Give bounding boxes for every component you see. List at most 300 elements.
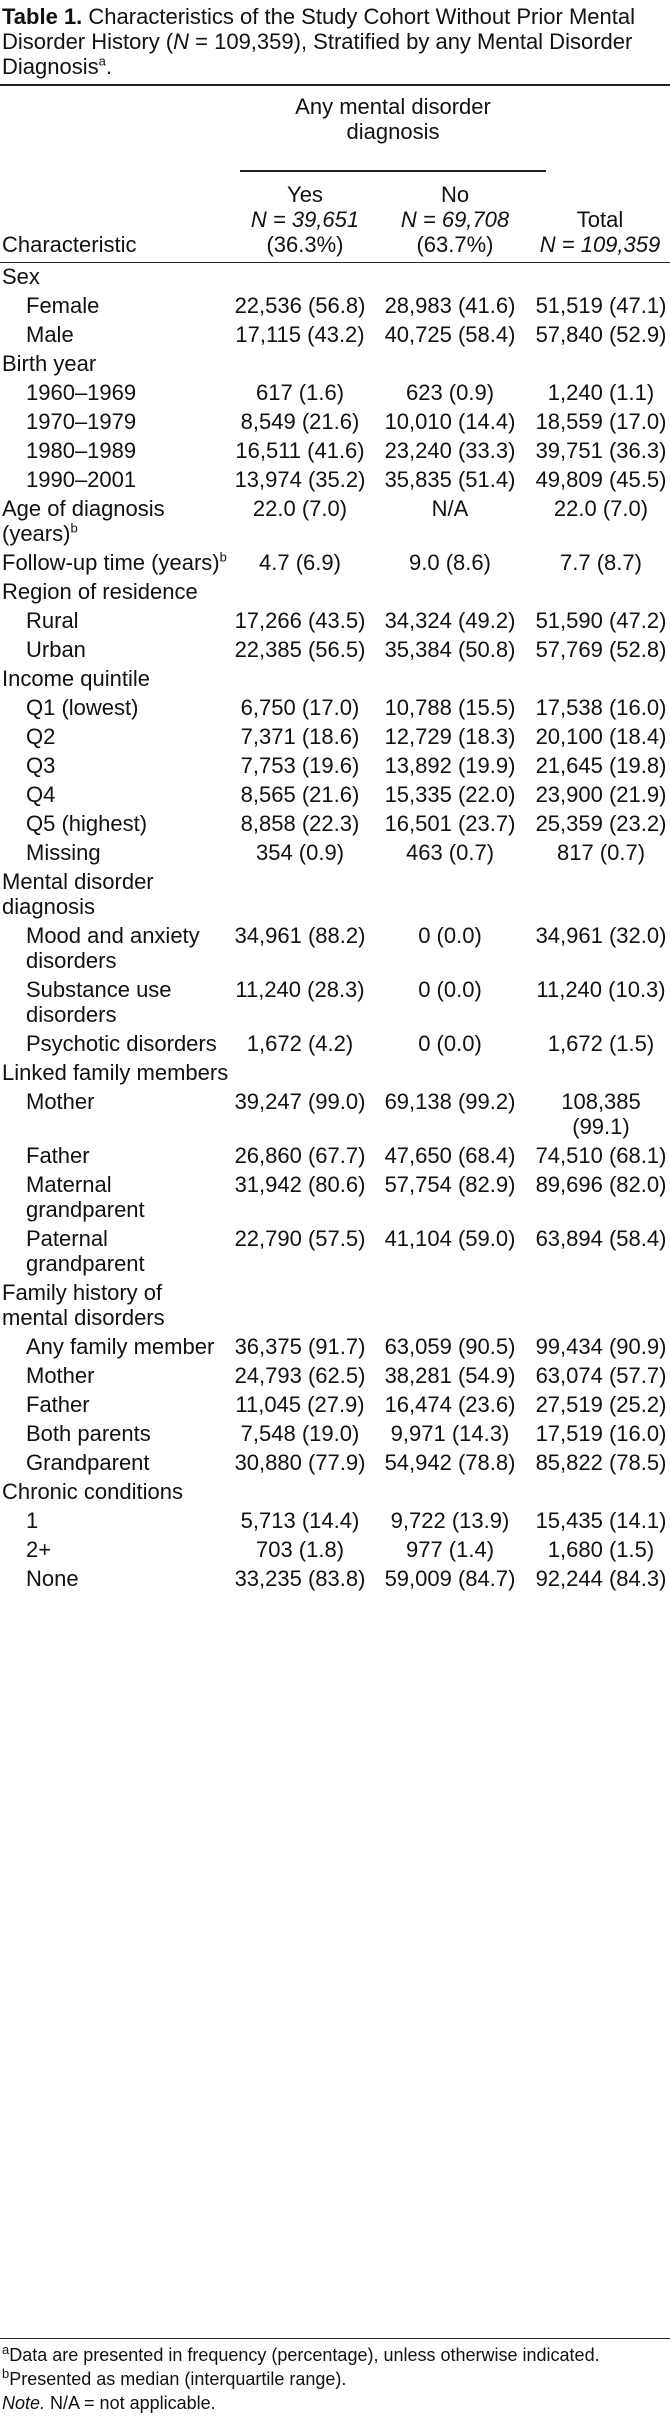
total-n: N = 109,359 bbox=[539, 232, 661, 257]
cell-text: Any family member bbox=[26, 1334, 215, 1359]
cell-no bbox=[380, 496, 520, 521]
cell-text: Linked family members bbox=[2, 1060, 229, 1085]
cell-text: 11,240 (10.3) bbox=[536, 977, 666, 1002]
cell-text: 39,751 (36.3) bbox=[535, 438, 667, 463]
row-label bbox=[26, 1031, 226, 1056]
note-text: N/A = not applicable. bbox=[45, 2393, 216, 2413]
row-label bbox=[26, 293, 226, 318]
no-pct: (63.7%) bbox=[416, 232, 494, 257]
cell-text: 17,519 (16.0) bbox=[535, 1421, 667, 1446]
cell-text: 817 (0.7) bbox=[556, 840, 646, 865]
cell-text: 9,971 (14.3) bbox=[390, 1421, 510, 1446]
cell-text: Age of diagnosis (years) bbox=[2, 496, 165, 546]
cell-text: 623 (0.9) bbox=[405, 380, 495, 405]
cell-text: 34,961 (32.0) bbox=[535, 923, 667, 948]
row-label bbox=[26, 724, 226, 749]
cell-text: Sex bbox=[2, 264, 40, 289]
row-label bbox=[26, 1089, 226, 1114]
cell-total bbox=[532, 1031, 670, 1056]
section-row bbox=[0, 1060, 670, 1089]
cell-no bbox=[380, 1172, 520, 1197]
cell-yes bbox=[230, 1143, 370, 1168]
row-label bbox=[26, 1226, 226, 1276]
section-row bbox=[0, 869, 670, 923]
cell-text: 36,375 (91.7) bbox=[234, 1334, 366, 1359]
cell-text: 7,548 (19.0) bbox=[240, 1421, 360, 1446]
cell-text: Follow-up time (years) bbox=[2, 550, 220, 575]
cell-text: 18,559 (17.0) bbox=[535, 409, 667, 434]
cell-no bbox=[380, 550, 520, 575]
cell-yes bbox=[230, 1089, 370, 1114]
section-row bbox=[0, 351, 670, 380]
top-rule bbox=[0, 84, 670, 86]
cell-text: 85,822 (78.5) bbox=[535, 1450, 667, 1475]
table-row bbox=[0, 1363, 670, 1392]
cell-text: 8,565 (21.6) bbox=[240, 782, 360, 807]
cell-yes bbox=[230, 1334, 370, 1359]
cell-text: 63,894 (58.4) bbox=[535, 1226, 667, 1251]
no-n: N = 69,708 bbox=[400, 207, 510, 232]
cell-text: 15,335 (22.0) bbox=[384, 782, 516, 807]
cell-text: 6,750 (17.0) bbox=[240, 695, 360, 720]
cell-total bbox=[532, 724, 670, 749]
cell-yes bbox=[230, 380, 370, 405]
cell-text: N/A bbox=[431, 496, 469, 521]
caption-text-2: = 109,359), Stratified by any Mental Disorder Diagnosis bbox=[2, 29, 633, 79]
cell-total bbox=[532, 923, 670, 948]
note-label: Note. bbox=[2, 2393, 46, 2413]
table-row bbox=[0, 293, 670, 322]
cell-text: 16,501 (23.7) bbox=[384, 811, 516, 836]
cell-yes bbox=[230, 1537, 370, 1562]
row-label bbox=[26, 811, 226, 836]
table-row bbox=[0, 608, 670, 637]
cell-text: 27,519 (25.2) bbox=[535, 1392, 667, 1417]
cell-total bbox=[532, 1334, 670, 1359]
table-row bbox=[0, 467, 670, 496]
cell-text: None bbox=[26, 1566, 79, 1591]
cell-text: 9,722 (13.9) bbox=[390, 1508, 510, 1533]
cell-total bbox=[532, 782, 670, 807]
cell-no bbox=[380, 1450, 520, 1475]
cell-text: Birth year bbox=[2, 351, 97, 376]
table-row bbox=[0, 724, 670, 753]
cell-no bbox=[380, 467, 520, 492]
cell-text: Mother bbox=[26, 1089, 95, 1114]
cell-yes bbox=[230, 409, 370, 434]
row-label bbox=[26, 1392, 226, 1417]
cell-no bbox=[380, 977, 520, 1002]
row-label bbox=[2, 550, 230, 575]
cell-text: 17,538 (16.0) bbox=[535, 695, 667, 720]
cell-yes bbox=[230, 977, 370, 1002]
cell-text: 703 (1.8) bbox=[255, 1537, 345, 1562]
cell-yes bbox=[230, 1392, 370, 1417]
header-rule bbox=[0, 262, 670, 263]
row-label bbox=[2, 666, 230, 691]
table-row bbox=[0, 1172, 670, 1226]
cell-text: 15,435 (14.1) bbox=[535, 1508, 667, 1533]
row-label bbox=[26, 637, 226, 662]
row-label bbox=[26, 1566, 226, 1591]
cell-no bbox=[380, 608, 520, 633]
cell-text: 41,104 (59.0) bbox=[384, 1226, 516, 1251]
cell-text: 1,240 (1.1) bbox=[547, 380, 655, 405]
row-label bbox=[26, 1172, 226, 1222]
total-label: Total bbox=[576, 207, 624, 232]
caption-text-1: Characteristics of the Study Cohort Without Prior Mental Disorder History ( bbox=[2, 4, 635, 54]
cell-total bbox=[532, 695, 670, 720]
cell-text: 34,961 (88.2) bbox=[234, 923, 366, 948]
row-label bbox=[2, 496, 230, 546]
cell-text: 26,860 (67.7) bbox=[234, 1143, 366, 1168]
table-row bbox=[0, 1334, 670, 1363]
cell-text: 4.7 (6.9) bbox=[259, 550, 341, 575]
cell-text: 1990–2001 bbox=[26, 467, 137, 492]
row-label bbox=[26, 1363, 226, 1388]
cell-text: Family history of mental disorders bbox=[2, 1280, 165, 1330]
footnote-b-text: Presented as median (interquartile range). bbox=[9, 2369, 347, 2389]
cell-text: Missing bbox=[26, 840, 101, 865]
cell-text: 31,942 (80.6) bbox=[234, 1172, 366, 1197]
cell-text: 977 (1.4) bbox=[405, 1537, 495, 1562]
table-body bbox=[0, 264, 670, 1595]
cell-yes bbox=[230, 438, 370, 463]
cell-yes bbox=[230, 811, 370, 836]
cell-yes bbox=[230, 923, 370, 948]
cell-no bbox=[380, 438, 520, 463]
cell-total bbox=[532, 1226, 670, 1251]
cell-text: 30,880 (77.9) bbox=[234, 1450, 366, 1475]
table-caption bbox=[2, 4, 666, 79]
cell-no bbox=[380, 1334, 520, 1359]
cell-yes bbox=[230, 293, 370, 318]
cell-text: 35,384 (50.8) bbox=[384, 637, 516, 662]
cell-text: 5,713 (14.4) bbox=[240, 1508, 360, 1533]
no-label: No bbox=[440, 182, 470, 207]
cell-text: 11,045 (27.9) bbox=[235, 1392, 365, 1417]
cell-no bbox=[380, 782, 520, 807]
cell-text: 0 (0.0) bbox=[418, 1031, 482, 1056]
cell-text: 22,536 (56.8) bbox=[234, 293, 366, 318]
cell-text: 617 (1.6) bbox=[255, 380, 345, 405]
table-row bbox=[0, 840, 670, 869]
cell-yes bbox=[230, 496, 370, 521]
cell-yes bbox=[230, 753, 370, 778]
yes-pct: (36.3%) bbox=[266, 232, 344, 257]
row-label bbox=[26, 1508, 226, 1533]
cell-text: Income quintile bbox=[2, 666, 150, 691]
section-row bbox=[0, 1479, 670, 1508]
cell-yes bbox=[230, 1363, 370, 1388]
cell-no bbox=[380, 1566, 520, 1591]
cell-text: Mother bbox=[26, 1363, 95, 1388]
no-header bbox=[380, 182, 530, 257]
cell-text: Q2 bbox=[26, 724, 56, 749]
cell-no bbox=[380, 1392, 520, 1417]
yes-header bbox=[230, 182, 380, 257]
footnotes bbox=[2, 2343, 668, 2415]
cell-yes bbox=[230, 1031, 370, 1056]
cell-text: 57,840 (52.9) bbox=[535, 322, 667, 347]
cell-text: 1960–1969 bbox=[26, 380, 137, 405]
row-label bbox=[26, 1421, 226, 1446]
table-row bbox=[0, 1508, 670, 1537]
row-label bbox=[26, 1450, 226, 1475]
cell-text: 28,983 (41.6) bbox=[384, 293, 516, 318]
cell-text: Q1 (lowest) bbox=[26, 695, 139, 720]
cell-text: 47,650 (68.4) bbox=[384, 1143, 516, 1168]
cell-no bbox=[380, 380, 520, 405]
table-row bbox=[0, 977, 670, 1031]
cell-total bbox=[532, 1089, 670, 1139]
cell-text: 24,793 (62.5) bbox=[234, 1363, 366, 1388]
cell-text: 34,324 (49.2) bbox=[384, 608, 516, 633]
footnote-a-mark: a bbox=[2, 2342, 10, 2357]
cell-no bbox=[380, 1089, 520, 1114]
cell-text: 40,725 (58.4) bbox=[384, 322, 516, 347]
cell-total bbox=[532, 293, 670, 318]
cell-text: 92,244 (84.3) bbox=[535, 1566, 667, 1591]
table-row bbox=[0, 1392, 670, 1421]
table-row bbox=[0, 1226, 670, 1280]
cell-text: 21,645 (19.8) bbox=[535, 753, 667, 778]
table-row bbox=[0, 923, 670, 977]
cell-text: 51,590 (47.2) bbox=[535, 608, 667, 633]
cell-total bbox=[532, 1508, 670, 1533]
row-label bbox=[26, 1143, 226, 1168]
cell-text: 57,754 (82.9) bbox=[384, 1172, 516, 1197]
cell-text: 54,942 (78.8) bbox=[384, 1450, 516, 1475]
row-label bbox=[2, 1060, 230, 1085]
cell-total bbox=[532, 438, 670, 463]
cell-text: Chronic conditions bbox=[2, 1479, 183, 1504]
cell-text: Female bbox=[26, 293, 100, 318]
cell-total bbox=[532, 1537, 670, 1562]
row-label bbox=[26, 1334, 226, 1359]
cell-text: 22,790 (57.5) bbox=[234, 1226, 366, 1251]
cell-text: 1,672 (1.5) bbox=[547, 1031, 655, 1056]
cell-total bbox=[532, 467, 670, 492]
cell-total bbox=[532, 409, 670, 434]
cell-total bbox=[532, 496, 670, 521]
cell-yes bbox=[230, 724, 370, 749]
cell-total bbox=[532, 550, 670, 575]
cell-no bbox=[380, 637, 520, 662]
cell-no bbox=[380, 724, 520, 749]
cell-no bbox=[380, 1031, 520, 1056]
cell-total bbox=[532, 637, 670, 662]
cell-text: Father bbox=[26, 1392, 90, 1417]
row-label bbox=[2, 264, 230, 289]
cell-text: 49,809 (45.5) bbox=[535, 467, 667, 492]
cell-text: 33,235 (83.8) bbox=[234, 1566, 366, 1591]
row-label bbox=[26, 977, 226, 1027]
cell-text: 74,510 (68.1) bbox=[535, 1143, 667, 1168]
cell-no bbox=[380, 840, 520, 865]
section-row bbox=[0, 496, 670, 550]
cell-yes bbox=[230, 1450, 370, 1475]
cell-text: Q4 bbox=[26, 782, 56, 807]
footnote-b-mark: b bbox=[2, 2366, 10, 2381]
cell-no bbox=[380, 322, 520, 347]
cell-total bbox=[532, 1143, 670, 1168]
cell-text: Urban bbox=[26, 637, 86, 662]
caption-end: . bbox=[105, 54, 112, 79]
cell-text: 99,434 (90.9) bbox=[535, 1334, 667, 1359]
cell-text: Both parents bbox=[26, 1421, 151, 1446]
footnote-mark: b bbox=[70, 520, 78, 536]
characteristic-header: Characteristic bbox=[2, 232, 137, 257]
section-row bbox=[0, 1280, 670, 1334]
cell-no bbox=[380, 923, 520, 948]
table-row bbox=[0, 1421, 670, 1450]
row-label bbox=[26, 695, 226, 720]
cell-yes bbox=[230, 840, 370, 865]
cell-text: 1 bbox=[26, 1508, 39, 1533]
cell-text: 8,549 (21.6) bbox=[240, 409, 360, 434]
footnote-mark: b bbox=[219, 549, 227, 565]
cell-text: Q3 bbox=[26, 753, 56, 778]
cell-text: 38,281 (54.9) bbox=[384, 1363, 516, 1388]
table-row bbox=[0, 1143, 670, 1172]
table-row bbox=[0, 753, 670, 782]
cell-text: 59,009 (84.7) bbox=[384, 1566, 516, 1591]
cell-no bbox=[380, 1363, 520, 1388]
cell-total bbox=[532, 1172, 670, 1197]
cell-yes bbox=[230, 1566, 370, 1591]
row-label bbox=[26, 608, 226, 633]
cell-text: 22,385 (56.5) bbox=[234, 637, 366, 662]
cell-text: 63,074 (57.7) bbox=[535, 1363, 667, 1388]
table-row bbox=[0, 811, 670, 840]
cell-text: 23,240 (33.3) bbox=[384, 438, 516, 463]
cell-total bbox=[532, 753, 670, 778]
cell-text: 463 (0.7) bbox=[405, 840, 495, 865]
table-row bbox=[0, 322, 670, 351]
cell-text: Region of residence bbox=[2, 579, 198, 604]
row-label bbox=[2, 351, 230, 376]
cell-no bbox=[380, 293, 520, 318]
cell-text: 17,115 (43.2) bbox=[235, 322, 365, 347]
row-label bbox=[26, 753, 226, 778]
cell-text: 108,385 (99.1) bbox=[561, 1089, 641, 1139]
cell-text: 8,858 (22.3) bbox=[240, 811, 360, 836]
table-row bbox=[0, 1566, 670, 1595]
footnote-a bbox=[2, 2343, 668, 2367]
cell-total bbox=[532, 1421, 670, 1446]
table-row bbox=[0, 695, 670, 724]
cell-text: 51,519 (47.1) bbox=[535, 293, 667, 318]
cell-text: 12,729 (18.3) bbox=[384, 724, 516, 749]
footnote-note bbox=[2, 2391, 668, 2415]
row-label bbox=[26, 467, 226, 492]
cell-total bbox=[532, 840, 670, 865]
section-row bbox=[0, 550, 670, 579]
cell-no bbox=[380, 409, 520, 434]
row-label bbox=[26, 438, 226, 463]
cell-text: 1970–1979 bbox=[26, 409, 137, 434]
table-row bbox=[0, 380, 670, 409]
cell-total bbox=[532, 380, 670, 405]
section-row bbox=[0, 666, 670, 695]
table-row bbox=[0, 1031, 670, 1060]
cell-total bbox=[532, 1363, 670, 1388]
row-label bbox=[2, 1280, 230, 1330]
cell-yes bbox=[230, 467, 370, 492]
cell-yes bbox=[230, 637, 370, 662]
section-row bbox=[0, 579, 670, 608]
cell-text: 354 (0.9) bbox=[255, 840, 345, 865]
cell-text: 13,892 (19.9) bbox=[384, 753, 516, 778]
group-header: Any mental disorder diagnosis bbox=[295, 94, 491, 144]
cell-no bbox=[380, 1143, 520, 1168]
cell-yes bbox=[230, 322, 370, 347]
cell-no bbox=[380, 811, 520, 836]
row-label bbox=[26, 782, 226, 807]
table-row bbox=[0, 782, 670, 811]
row-label bbox=[26, 1537, 226, 1562]
cell-text: 0 (0.0) bbox=[418, 977, 482, 1002]
cell-yes bbox=[230, 1172, 370, 1197]
cell-text: 9.0 (8.6) bbox=[409, 550, 491, 575]
cell-text: 16,474 (23.6) bbox=[384, 1392, 516, 1417]
cell-total bbox=[532, 322, 670, 347]
section-row bbox=[0, 264, 670, 293]
cell-total bbox=[532, 1566, 670, 1591]
row-label bbox=[2, 579, 230, 604]
cell-text: 1980–1989 bbox=[26, 438, 137, 463]
cell-no bbox=[380, 1226, 520, 1251]
cell-yes bbox=[230, 1421, 370, 1446]
cell-text: 0 (0.0) bbox=[418, 923, 482, 948]
table-row bbox=[0, 1089, 670, 1143]
total-header bbox=[530, 207, 670, 257]
cell-total bbox=[532, 811, 670, 836]
group-header-rule bbox=[240, 170, 546, 172]
cell-text: 7.7 (8.7) bbox=[560, 550, 642, 575]
cell-yes bbox=[230, 550, 370, 575]
cell-total bbox=[532, 1392, 670, 1417]
row-label bbox=[26, 923, 226, 973]
row-label bbox=[26, 322, 226, 347]
cell-text: 10,788 (15.5) bbox=[384, 695, 516, 720]
cell-text: 13,974 (35.2) bbox=[234, 467, 366, 492]
table-row bbox=[0, 438, 670, 467]
cell-text: 23,900 (21.9) bbox=[535, 782, 667, 807]
footnote-a-text: Data are presented in frequency (percentage), unless otherwise indicated. bbox=[9, 2345, 600, 2365]
row-label bbox=[2, 869, 230, 919]
cell-text: 2+ bbox=[26, 1537, 52, 1562]
cell-text: 39,247 (99.0) bbox=[234, 1089, 366, 1114]
cell-text: Male bbox=[26, 322, 74, 347]
cell-text: Father bbox=[26, 1143, 90, 1168]
cell-text: 22.0 (7.0) bbox=[553, 496, 649, 521]
cell-text: 25,359 (23.2) bbox=[535, 811, 667, 836]
cell-text: Q5 (highest) bbox=[26, 811, 148, 836]
cell-text: Grandparent bbox=[26, 1450, 150, 1475]
cell-no bbox=[380, 695, 520, 720]
yes-n: N = 39,651 bbox=[250, 207, 360, 232]
cell-yes bbox=[230, 782, 370, 807]
row-label bbox=[26, 409, 226, 434]
cell-text: 11,240 (28.3) bbox=[235, 977, 365, 1002]
table-row bbox=[0, 1537, 670, 1566]
cell-text: 35,835 (51.4) bbox=[384, 467, 516, 492]
cell-text: 10,010 (14.4) bbox=[384, 409, 516, 434]
cell-text: 57,769 (52.8) bbox=[535, 637, 667, 662]
cell-text: Mood and anxiety disorders bbox=[26, 923, 200, 973]
